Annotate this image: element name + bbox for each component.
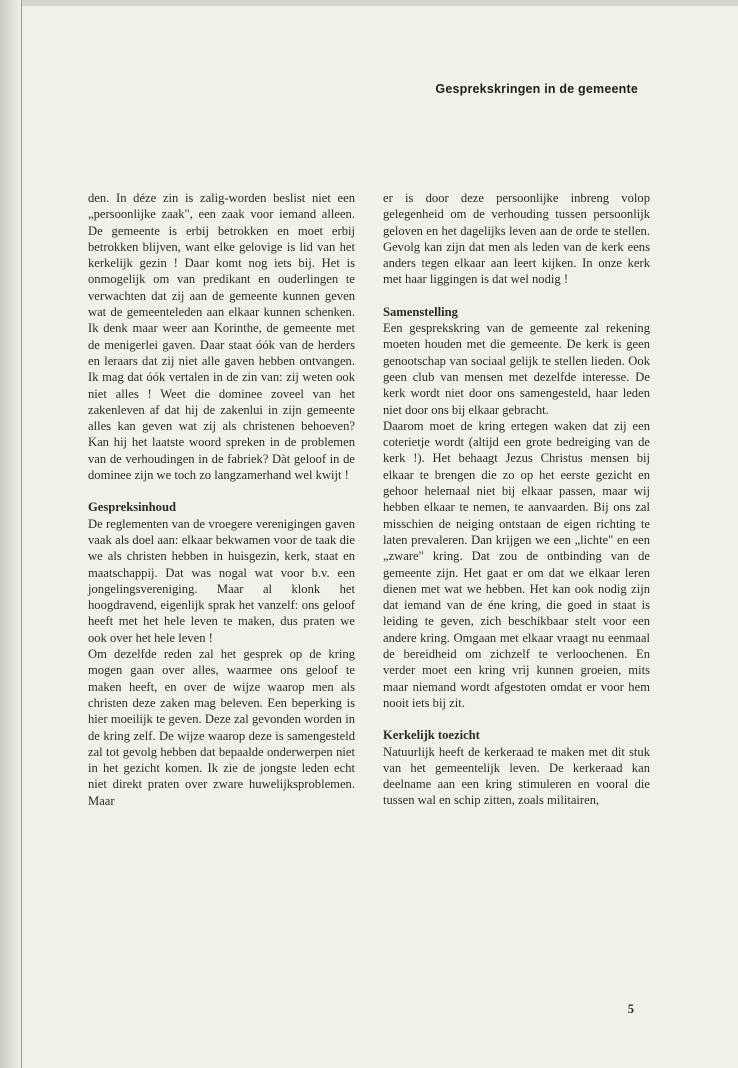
gespreksinhoud-paragraph-2: Om dezelfde reden zal het gesprek op de kring mogen gaan over alles, waarmee ons geloof te maken heeft, en over de wijze waarop men als christen deze zaken mag beleven. Een beperking is hier moeilijk te geven. Deze zal gevonden worden in de kring zelf. De wijze waarop deze is samengesteld zal tot gevolg hebben dat bepaalde onderwerpen niet in het gezicht komen. Ik zie de jongste leden echt niet direkt praten over zware huwelijksproblemen. Maar [88, 647, 355, 808]
left-intro-paragraph: den. In déze zin is zalig-worden beslist niet een „persoonlijke zaak", een zaak voor iemand alleen. De gemeente is erbij betrokken en moet erbij betrokken blijven, want elke gelovige is lid van het kerkelijk gezin ! Daar komt nog iets bij. Het is onmogelijk om van predikant en ouderlingen te verwachten dat zij aan de gemeente kunnen geven wat de gemeenteleden aan elkaar kunnen schenken. Ik denk maar weer aan Korinthe, de gemeente met de menigerlei gaven. Daar staat óók van de herders en leraars dat zij niet alle gaven hebben ontvangen. Ik mag dat óók vertalen in de zin van: zij weten ook niet alles ! Weet die dominee zoveel van het zakenleven af dat hij de zakenlui in zijn gemeente alles kan geven wat zij als christenen behoeven? Kan hij het laatste woord spreken in de problemen van de verhoudingen in de fabriek? Dàt geloof in de dominee zijn we toch zo langzamerhand wel kwijt ! [88, 191, 355, 483]
heading-samenstelling: Samenstelling [383, 304, 458, 319]
page-top-edge [0, 0, 738, 6]
gespreksinhoud-paragraph-1: De reglementen van de vroegere verenigingen gaven vaak als doel aan: elkaar bekwamen voor de taak die we als christen hebben in huisgezin, kerk, staat en maatschappij. Dat was nogal wat voor b.v. een jongelingsvereniging. Maar al klonk het hoogdravend, eigenlijk sprak het vanzelf: ons geloof heeft met het hele leven te maken, dus praten we ook over het hele leven ! [88, 516, 355, 645]
heading-kerkelijk-toezicht: Kerkelijk toezicht [383, 728, 480, 743]
samenstelling-paragraph-2: Daarom moet de kring ertegen waken dat zij een coterietje wordt (altijd een grote bedreiging van de kerk !). Het behaagt Jezus Christus mensen bij elkaar te brengen die zo op het eerste gezicht en gehoor helemaal niet bij elkaar passen, maar wij hebben elkaar te nemen, te aanvaarden. Bij ons zal misschien de neiging ontstaan de eigen richting te laten prevaleren. Dan krijgen we een „lichte" en een „zware" kring. Dat zou de ontbinding van de gemeente zijn. Het gaat er om dat we elkaar leren dienen met wat we hebben. Het kan ook nodig zijn dat iemand van de éne kring, die goed in staat is leiding te geven, zich beschikbaar stelt voor een andere kring. Omgaan met elkaar vraagt nu eenmaal de bereidheid om zichzelf te verloochenen. En verder moet een kring vrij kunnen groeien, mits maar niemand wordt afgestoten omdat er voor hem nooit iets bij zit. [383, 418, 650, 710]
heading-gespreksinhoud: Gespreksinhoud [88, 500, 176, 515]
page-binding-edge [0, 0, 22, 1068]
right-column [383, 190, 650, 809]
right-intro-paragraph: er is door deze persoonlijke inbreng volop gelegenheid om de verhouding tussen persoonlijk geloven en het dagelijks leven aan de orde te stellen. Gevolg kan zijn dat men als leden van de kerk eens anders tegen elkaar aan leert kijken. In onze kerk met haar liggingen is dat wel nodig ! [383, 191, 650, 287]
kerkelijk-toezicht-paragraph: Natuurlijk heeft de kerkeraad te maken met dit stuk van het gemeentelijk leven. De kerkeraad kan deelname aan een kring stimuleren en vooral die tussen wal en schip zitten, zoals militairen, [383, 744, 650, 808]
page-number: 5 [627, 1002, 634, 1016]
samenstelling-paragraph-1: Een gesprekskring van de gemeente zal rekening moeten houden met die gemeente. De kerk is geen genootschap van sociaal gelijk te stellen lieden. Ook geen club van mensen met dezelfde interesse. De kerk wordt niet door ons samengesteld, haar leden niet door ons bij elkaar gebracht. [383, 321, 650, 417]
left-column [88, 190, 355, 809]
running-header: Gesprekskringen in de gemeente [435, 82, 638, 96]
